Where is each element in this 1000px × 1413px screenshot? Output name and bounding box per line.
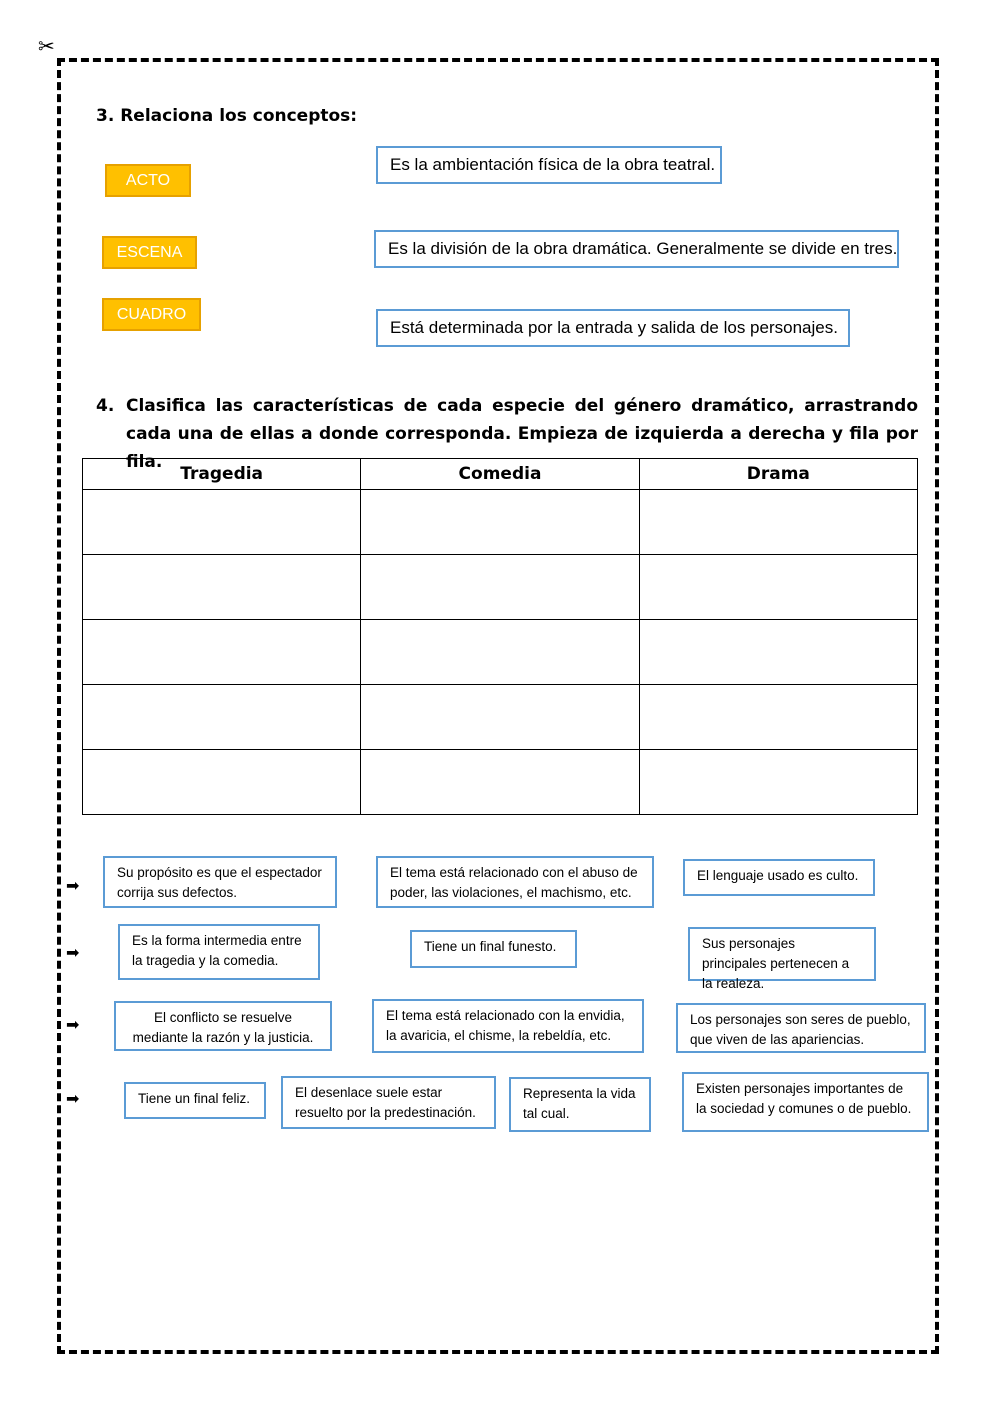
drop-cell[interactable] <box>361 555 639 620</box>
definition-entrada-salida[interactable]: Está determinada por la entrada y salida de los personajes. <box>376 309 850 347</box>
definition-division[interactable]: Es la división de la obra dramática. Generalmente se divide en tres. <box>374 230 899 268</box>
question-4-number: 4. <box>96 396 115 416</box>
table-row <box>83 555 918 620</box>
arrow-icon: ➡ <box>66 1015 80 1034</box>
header-comedia: Comedia <box>361 459 639 490</box>
arrow-icon: ➡ <box>66 1089 80 1108</box>
drop-cell[interactable] <box>639 490 917 555</box>
drop-cell[interactable] <box>83 490 361 555</box>
drop-cell[interactable] <box>83 620 361 685</box>
card-proposito[interactable]: Su propósito es que el espectador corrija sus defectos. <box>103 856 337 908</box>
drop-cell[interactable] <box>361 685 639 750</box>
card-razon-justicia[interactable]: El conflicto se resuelve mediante la razón y la justicia. <box>114 1001 332 1051</box>
header-tragedia: Tragedia <box>83 459 361 490</box>
drop-cell[interactable] <box>83 555 361 620</box>
concept-escena[interactable]: ESCENA <box>102 236 197 269</box>
table-row <box>83 750 918 815</box>
drop-cell[interactable] <box>639 620 917 685</box>
drop-cell[interactable] <box>361 620 639 685</box>
card-abuso-poder[interactable]: El tema está relacionado con el abuso de poder, las violaciones, el machismo, etc. <box>376 856 654 908</box>
question-3-title: 3. Relaciona los conceptos: <box>96 106 358 126</box>
definition-ambientacion[interactable]: Es la ambientación física de la obra teatral. <box>376 146 722 184</box>
concept-cuadro[interactable]: CUADRO <box>102 298 201 331</box>
arrow-icon: ➡ <box>66 943 80 962</box>
table-row <box>83 685 918 750</box>
card-forma-intermedia[interactable]: Es la forma intermedia entre la tragedia y la comedia. <box>118 924 320 980</box>
drop-cell[interactable] <box>639 750 917 815</box>
card-vida-tal-cual[interactable]: Representa la vida tal cual. <box>509 1077 651 1132</box>
table-row <box>83 620 918 685</box>
card-final-funesto[interactable]: Tiene un final funesto. <box>410 930 577 968</box>
drop-cell[interactable] <box>361 750 639 815</box>
card-final-feliz[interactable]: Tiene un final feliz. <box>124 1082 266 1119</box>
card-realeza[interactable]: Sus personajes principales pertenecen a la realeza. <box>688 927 876 981</box>
header-drama: Drama <box>639 459 917 490</box>
drop-cell[interactable] <box>361 490 639 555</box>
drop-cell[interactable] <box>83 750 361 815</box>
table-row <box>83 490 918 555</box>
card-lenguaje-culto[interactable]: El lenguaje usado es culto. <box>683 859 875 896</box>
card-personajes-sociedad[interactable]: Existen personajes importantes de la sociedad y comunes o de pueblo. <box>682 1072 929 1132</box>
question-4-text: Clasifica las características de cada especie del género dramático, arrastrando cada una de ellas a donde corresponda. Empieza de izquierda a derecha y fila por fila. <box>126 396 918 472</box>
card-envidia[interactable]: El tema está relacionado con la envidia, la avaricia, el chisme, la rebeldía, etc. <box>372 999 644 1053</box>
drop-cell[interactable] <box>83 685 361 750</box>
arrow-icon: ➡ <box>66 876 80 895</box>
concept-acto[interactable]: ACTO <box>105 164 191 197</box>
scissors-icon: ✂ <box>38 34 55 58</box>
drop-cell[interactable] <box>639 555 917 620</box>
drop-cell[interactable] <box>639 685 917 750</box>
card-predestinacion[interactable]: El desenlace suele estar resuelto por la predestinación. <box>281 1076 496 1129</box>
card-seres-pueblo[interactable]: Los personajes son seres de pueblo, que viven de las apariencias. <box>676 1003 926 1053</box>
classification-table <box>82 458 918 815</box>
